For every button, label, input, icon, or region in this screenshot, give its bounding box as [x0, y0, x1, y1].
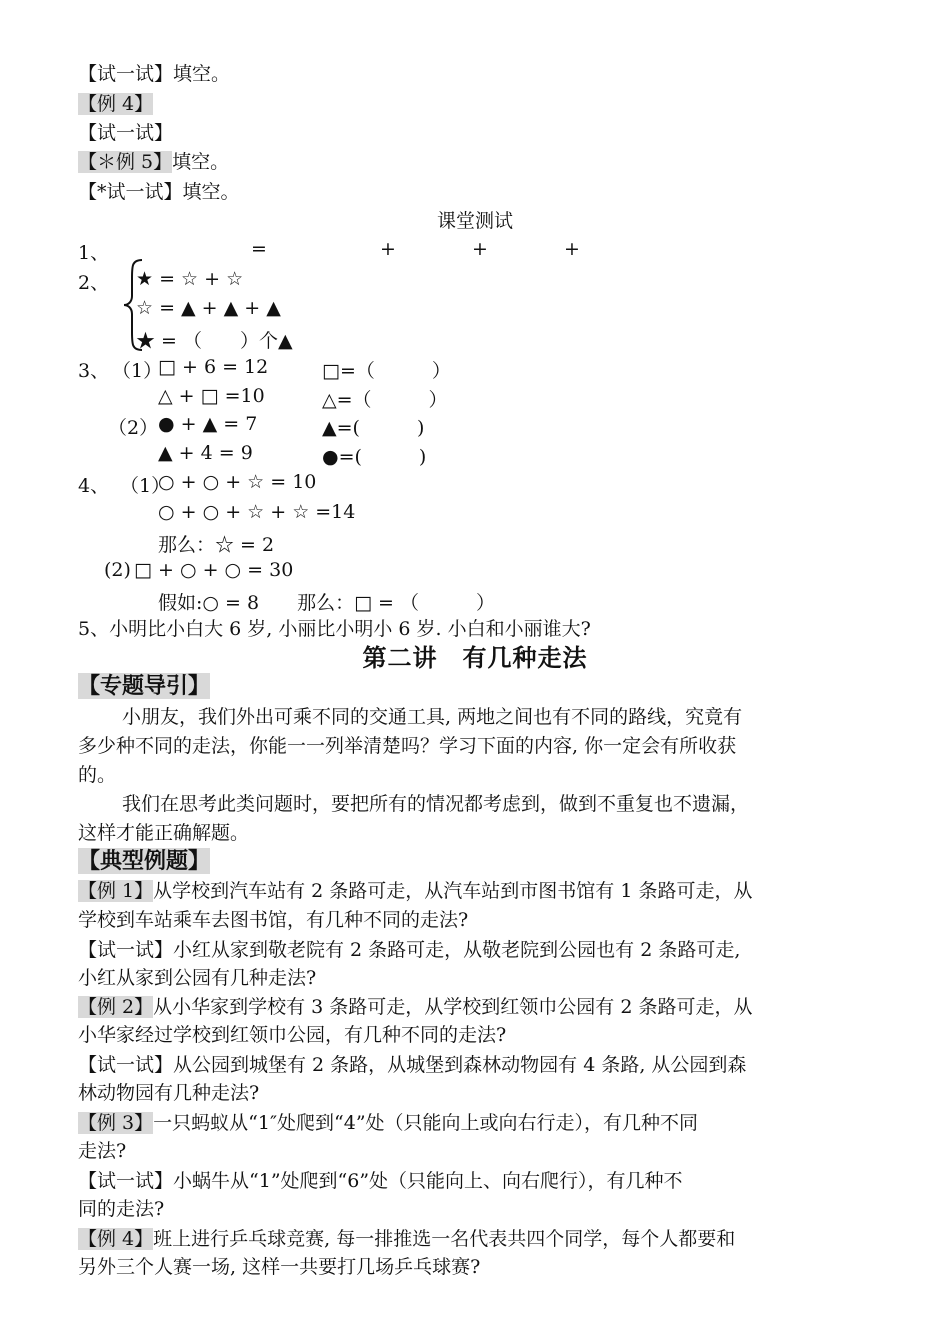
- try-text: 从公园到城堡有 2 条路，从城堡到森林动物园有 4 条路, 从公园到森: [173, 1054, 747, 1076]
- example-tag: 【例 2】: [78, 996, 154, 1018]
- example-tag: 【例 4】: [78, 93, 154, 115]
- example-text: 从学校到汽车站有 2 条路可走，从汽车站到市图书馆有 1 条路可走，从: [153, 880, 753, 902]
- q4-part2-eq2: 假如:○ = 8 那么：□ = （ ）: [158, 592, 496, 614]
- examples-heading: [78, 847, 210, 876]
- try-text: 小蜗牛从“1”处爬到“6”处（只能向上、向右爬行），有几种不: [173, 1170, 683, 1192]
- q2-number: 2、: [78, 272, 110, 294]
- try-text: 小红从家到敬老院有 2 条路可走，从敬老院到公园也有 2 条路可走,: [173, 939, 741, 961]
- examples-heading-label: 【典型例题】: [78, 848, 211, 874]
- example2-line2: 小华家经过学校到红领巾公园，有几种不同的走法?: [78, 1024, 507, 1046]
- example2-line: [78, 994, 752, 1020]
- example-tag: 【＊例 5】: [78, 151, 173, 173]
- try-line: [78, 120, 173, 146]
- q4-part1-eq1: ○ + ○ + ☆ = 10: [158, 471, 317, 493]
- intro-paragraph-line: 这样才能正确解题。: [78, 822, 250, 844]
- lecture-title: 第二讲 有几种走法: [362, 643, 588, 672]
- try2-line2: 林动物园有几种走法?: [78, 1082, 260, 1104]
- q3-part2-eq2: ▲ + 4 = 9: [158, 442, 253, 464]
- q3-part1-answer2: △=（ ）: [322, 389, 448, 411]
- try-star-line: [78, 179, 240, 205]
- q3-part2-label: （2）: [108, 417, 159, 439]
- q3-part1-eq2: △ + □ =10: [158, 385, 265, 407]
- q3-part2-answer1: ▲=( ): [322, 417, 425, 439]
- try-text: 填空。: [182, 181, 240, 203]
- q4-part1-label: （1）: [120, 475, 171, 497]
- intro-paragraph-line: 多少种不同的走法，你能一一列举清楚吗？学习下面的内容, 你一定会有所收获: [78, 735, 737, 757]
- q1-plus: +: [380, 238, 396, 260]
- example-text: 从小华家到学校有 3 条路可走，从学校到红领巾公园有 2 条路可走，从: [153, 996, 753, 1018]
- q2-row1: ★ = ☆ + ☆: [136, 268, 244, 290]
- example1-line: [78, 878, 752, 904]
- q1-plus: +: [472, 238, 488, 260]
- example-tag: 【例 3】: [78, 1112, 154, 1134]
- q3-number: 3、: [78, 360, 110, 382]
- example-tag: 【例 4】: [78, 1228, 154, 1250]
- try3-line2: 同的走法?: [78, 1198, 165, 1220]
- intro-paragraph-line: 我们在思考此类问题时，要把所有的情况都考虑到，做到不重复也不遗漏，: [122, 793, 750, 815]
- q2-row3: ★ = （ ）个▲: [136, 330, 293, 352]
- q4-part2-eq1: □ + ○ + ○ = 30: [134, 559, 294, 581]
- example-text: 班上进行乒乓球竞赛, 每一排推选一名代表共四个同学，每个人都要和: [153, 1228, 736, 1250]
- q5-question: 5、小明比小白大 6 岁, 小丽比小明小 6 岁. 小白和小丽谁大?: [78, 618, 591, 640]
- quiz-title: 课堂测试: [436, 210, 513, 232]
- q1-equals: =: [251, 238, 267, 260]
- try-tag: 【试一试】: [78, 939, 174, 961]
- try-tag: 【试一试】: [78, 1170, 174, 1192]
- example4-line: [78, 91, 153, 117]
- q3-part1-answer1: □=（ ）: [322, 360, 451, 382]
- example1-line2: 学校到车站乘车去图书馆，有几种不同的走法?: [78, 909, 469, 931]
- q3-part2-eq1: ● + ▲ = 7: [158, 413, 258, 435]
- try3-line: [78, 1168, 683, 1194]
- try-tag: 【试一试】: [78, 1054, 174, 1076]
- example3-line: [78, 1110, 698, 1136]
- try-fill-line: [78, 61, 230, 87]
- intro-paragraph-line: 小朋友，我们外出可乘不同的交通工具, 两地之间也有不同的路线，究竟有: [122, 706, 743, 728]
- example4-line2: 另外三个人赛一场, 这样一共要打几场乒乓球赛?: [78, 1256, 481, 1278]
- example-text: 一只蚂蚁从“1″处爬到“4”处（只能向上或向右行走），有几种不同: [153, 1112, 699, 1134]
- q1-number: 1、: [78, 242, 110, 264]
- q4-part2-label: (2): [104, 559, 131, 581]
- q4-part1-eq2: ○ + ○ + ☆ + ☆ =14: [158, 501, 356, 523]
- q4-part1-result: 那么：☆ = 2: [158, 534, 275, 556]
- intro-paragraph-line: 的。: [78, 764, 117, 786]
- example4-line: [78, 1226, 735, 1252]
- try-text: 填空。: [173, 63, 231, 85]
- intro-heading-label: 【专题导引】: [78, 673, 211, 699]
- example-text: 填空。: [172, 151, 230, 173]
- try-tag: 【试一试】: [78, 63, 174, 85]
- try1-line2: 小红从家到公园有几种走法?: [78, 967, 317, 989]
- example5-line: [78, 149, 229, 175]
- q3-part2-answer2: ●=( ): [322, 446, 427, 468]
- try-tag: 【*试一试】: [78, 181, 183, 203]
- try1-line: [78, 937, 740, 963]
- intro-heading: [78, 672, 210, 701]
- try2-line: [78, 1052, 746, 1078]
- q3-part1-eq1: □ + 6 = 12: [158, 356, 269, 378]
- example-tag: 【例 1】: [78, 880, 154, 902]
- q1-plus: +: [564, 238, 580, 260]
- example3-line2: 走法?: [78, 1140, 127, 1162]
- q4-number: 4、: [78, 475, 110, 497]
- q2-row2: ☆ = ▲ + ▲ + ▲: [136, 297, 281, 319]
- try-tag: 【试一试】: [78, 122, 174, 144]
- q3-part1-label: （1）: [112, 360, 163, 382]
